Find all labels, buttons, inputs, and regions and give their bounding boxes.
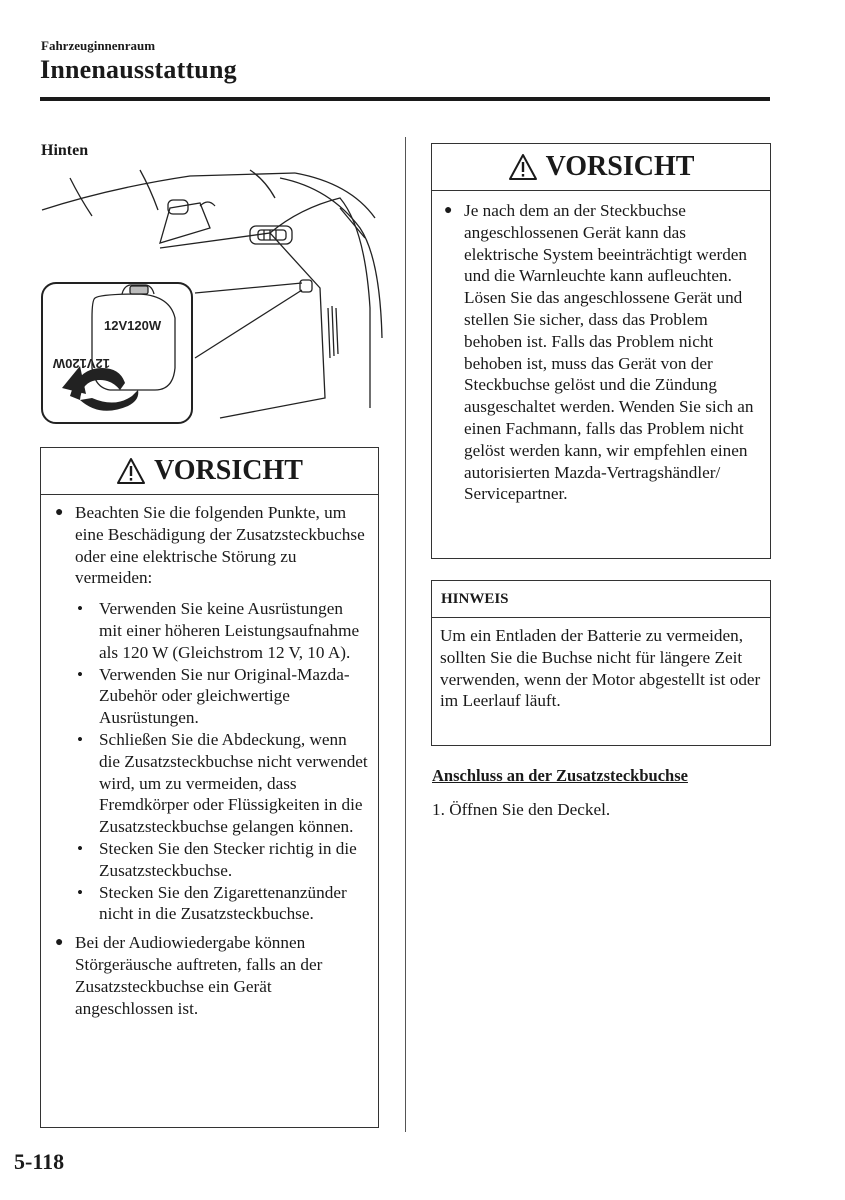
rear-accessory-socket-illustration (40, 168, 385, 430)
connection-heading: Anschluss an der Zusatzsteckbuchse (432, 766, 688, 785)
sub-list-item-text: Stecken Sie den Zigarettenanzünder nicht in die Zusatzsteckbuchse. (99, 882, 347, 924)
caution-box-right (431, 143, 771, 559)
bullet-dot: • (77, 882, 84, 902)
note-title: HINWEIS (432, 581, 770, 618)
sub-list (75, 598, 368, 925)
list-item (55, 502, 368, 589)
caution-title: VORSICHT (545, 151, 695, 182)
caution-header (432, 144, 770, 191)
page-number: 5-118 (14, 1149, 65, 1174)
warning-triangle-icon (116, 457, 146, 485)
list-item-text: Beachten Sie die folgenden Punkte, um eine Beschädigung der Zusatzsteckbuchse oder eine elektrische Störung zu vermeiden: (75, 503, 365, 588)
bullet-dot: • (77, 664, 84, 684)
page-title: Innenausstattung (40, 55, 237, 84)
sub-list-item-text: Stecken Sie den Stecker richtig in die Zusatzsteckbuchse. (99, 838, 357, 880)
list-item (55, 932, 368, 1019)
column-divider (405, 137, 406, 1132)
warning-triangle-icon (508, 153, 538, 181)
subheading-hinten: Hinten (41, 142, 89, 159)
sub-list-item (75, 882, 368, 926)
caution-title: VORSICHT (154, 455, 303, 486)
sub-list-item (75, 598, 368, 663)
sub-list-item-text: Schließen Sie die Abdeckung, wenn die Zusatzsteckbuchse nicht verwendet wird, um zu vermeiden, dass Fremdkörper oder Flüssigkeiten in die Zusatzsteckbuchse gelangen können. (99, 729, 368, 837)
step-item: 1. Öffnen Sie den Deckel. (432, 800, 611, 819)
caution-body (41, 495, 378, 1019)
sub-list-item (75, 664, 368, 729)
list-item (444, 200, 760, 505)
note-text: Um ein Entladen der Batterie zu vermeiden, sollten Sie die Buchse nicht für längere Zeit verwenden, wenn der Motor abgestellt ist oder im Leerlauf läuft. (440, 626, 761, 711)
bullet-dot: • (77, 599, 84, 619)
caution-header (41, 448, 378, 495)
list-item-text: Je nach dem an der Steckbuchse angeschlossenen Gerät kann das elektrische System beeinträchtigt werden und die Warnleuchte kann aufleuchten. Lösen Sie das angeschlossene Gerät und stellen Sie sicher, dass das Problem behoben ist. Falls das Problem nicht behoben ist, muss das Gerät von der Steckbuchse gelöst und die Zündung ausgeschaltet werden. Wenden Sie sich an einen Fachmann, falls das Problem nicht gelöst werden kann, wir empfehlen einen autorisierten Mazda-Vertragshändler/ Servicepartner. (464, 201, 754, 504)
list-item-text: Bei der Audiowiedergabe können Störgeräusche auftreten, falls an der Zusatzsteckbuchse ein Gerät angeschlossen ist. (75, 933, 323, 1018)
bullet-dot: • (77, 729, 84, 749)
sub-list-item-text: Verwenden Sie nur Original-Mazda-Zubehör oder gleichwertige Ausrüstungen. (99, 664, 350, 728)
sub-list-item (75, 729, 368, 838)
section-label: Fahrzeuginnenraum (41, 38, 156, 53)
sub-list-item (75, 838, 368, 882)
caution-box-left (40, 447, 379, 1128)
socket-label-upright: 12V120W (104, 318, 162, 333)
sub-list-item-text: Verwenden Sie keine Ausrüstungen mit einer höheren Leistungsaufnahme als 120 W (Gleichstrom 12 V, 10 A). (99, 599, 360, 662)
bullet-dot: ● (55, 935, 64, 951)
socket-label-inverted: 12V120W (52, 356, 110, 371)
bullet-dot: ● (55, 505, 64, 520)
bullet-dot: ● (444, 203, 453, 218)
caution-body (432, 191, 770, 505)
bullet-dot: • (77, 838, 84, 858)
note-box (431, 580, 771, 746)
title-rule (40, 97, 770, 101)
